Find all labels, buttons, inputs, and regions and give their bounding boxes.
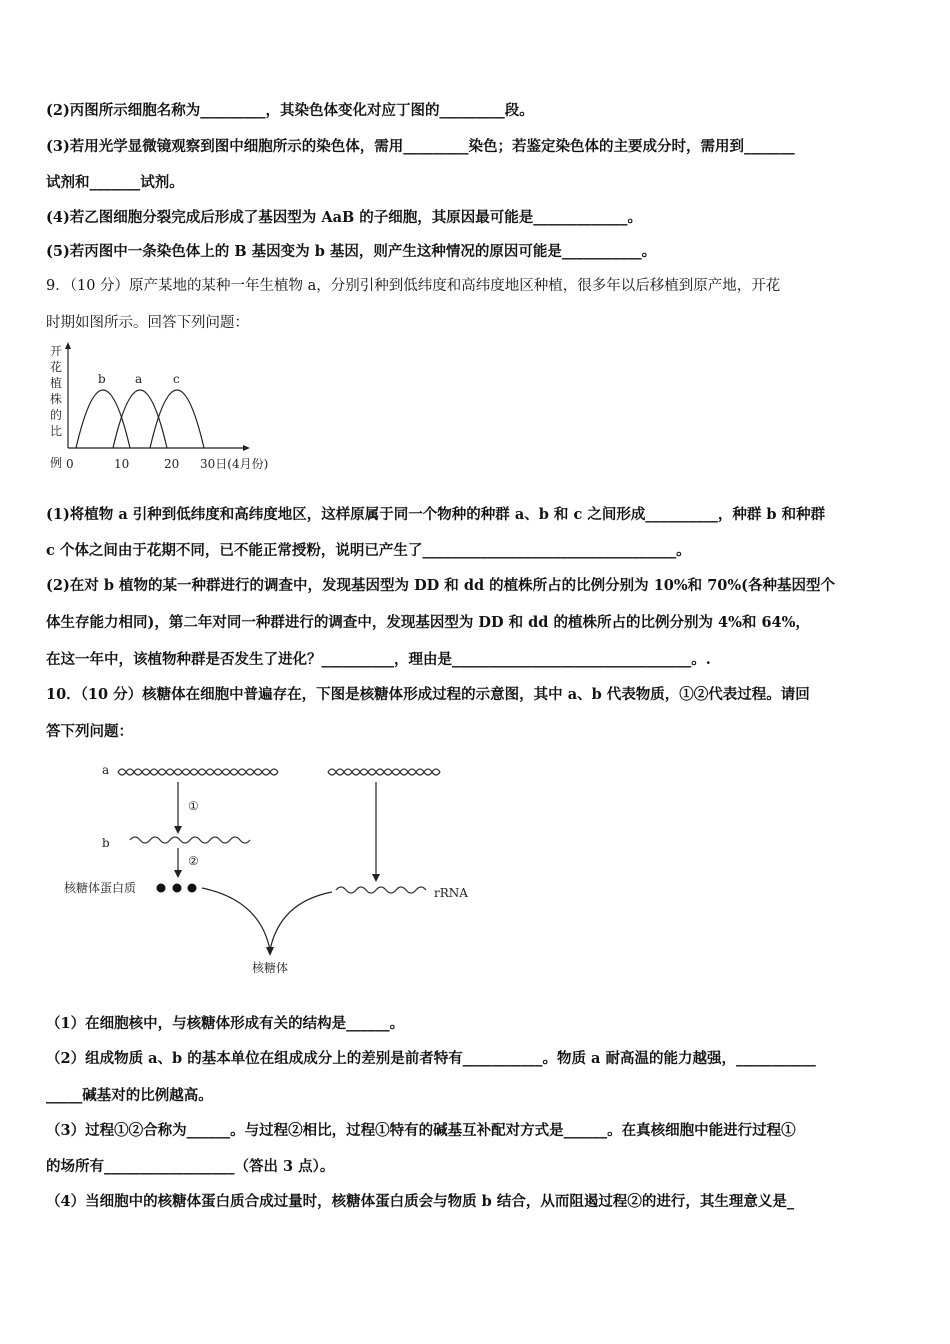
step1-label: ① <box>188 799 199 813</box>
question-10-part2-cont: _____碱基对的比例越高。 <box>46 1087 213 1104</box>
question-8-part5: (5)若丙图中一条染色体上的 B 基因变为 b 基因，则产生这种情况的原因可能是___________。 <box>46 243 657 260</box>
curve-b <box>76 390 130 448</box>
arrow-ribosome-head <box>266 947 274 956</box>
x-tick-0: 0 <box>66 457 74 471</box>
question-9-part2-cont: 体生存能力相同)，第二年对同一种群进行的调查中，发现基因型为 DD 和 dd 的植株所占的比例分别为 4%和 64%， <box>46 614 810 631</box>
step2-label: ② <box>188 854 199 868</box>
y-label-char: 例 <box>50 456 63 470</box>
question-10-part2: （2）组成物质 a、b 的基本单位在组成成分上的差别是前者特有___________。物质 a 耐高温的能力越强，___________ <box>46 1050 816 1067</box>
y-axis-arrow <box>65 342 71 349</box>
protein-dot <box>188 884 197 893</box>
label-a: a <box>102 763 110 777</box>
x-tick-10: 10 <box>114 457 130 471</box>
flowering-time-chart <box>46 340 286 480</box>
x-tick-20: 20 <box>164 457 180 471</box>
ribosomal-protein-label: 核糖体蛋白质 <box>64 881 137 895</box>
question-10-stem-cont: 答下列问题： <box>46 723 133 740</box>
y-axis-label <box>50 344 62 470</box>
question-9-part2-cont2: 在这一年中，该植物种群是否发生了进化？__________，理由是_________________________________。. <box>46 651 711 668</box>
arrow-rrna-to-ribosome <box>270 892 332 950</box>
question-8-part3-cont: 试剂和_______试剂。 <box>46 174 184 191</box>
curve-a <box>113 390 167 448</box>
question-10-part1: （1）在细胞核中，与核糖体形成有关的结构是______。 <box>46 1015 405 1032</box>
question-8-part4: (4)若乙图细胞分裂完成后形成了基因型为 AaB 的子细胞，其原因最可能是_____________。 <box>46 209 643 226</box>
question-10-part4: （4）当细胞中的核糖体蛋白质合成过量时，核糖体蛋白质会与物质 b 结合，从而阻遏过程②的进行，其生理意义是_ <box>46 1193 795 1210</box>
protein-dot <box>173 884 182 893</box>
arrow-step1-head <box>174 826 182 834</box>
question-9-part1: (1)将植物 a 引种到低纬度和高纬度地区，这样原属于同一个物种的种群 a、b 和 c 之间形成__________，种群 b 和种群 <box>46 506 826 523</box>
curve-label-c: c <box>173 372 180 386</box>
protein-dot <box>157 884 166 893</box>
question-10-part3-cont: 的场所有__________________（答出 3 点）。 <box>46 1158 335 1175</box>
question-9-part2: (2)在对 b 植物的某一种群进行的调查中，发现基因型为 DD 和 dd 的植株所占的比例分别为 10%和 70%(各种基因型个 <box>46 577 836 594</box>
question-10-stem: 10．（10 分）核糖体在细胞中普遍存在，下图是核糖体形成过程的示意图，其中 a、b 代表物质，①②代表过程。请回 <box>46 686 810 703</box>
x-tick-30: 30日(4月份) <box>200 457 269 471</box>
x-axis-arrow <box>243 445 250 451</box>
curve-label-a: a <box>135 372 143 386</box>
question-10-part3: （3）过程①②合称为______。与过程②相比，过程①特有的碱基互补配对方式是______。在真核细胞中能进行过程① <box>46 1122 796 1139</box>
curve-label-b: b <box>98 372 106 386</box>
y-label-char: 开 <box>50 344 63 358</box>
y-label-char: 株 <box>50 392 63 406</box>
y-label-char: 的 <box>50 408 63 422</box>
y-label-char: 花 <box>50 360 63 374</box>
rrna-strand <box>336 887 426 893</box>
y-label-char: 比 <box>50 424 63 438</box>
y-label-char: 植 <box>50 376 63 390</box>
question-8-part2: (2)丙图所示细胞名称为_________，其染色体变化对应丁图的_________段。 <box>46 102 534 119</box>
question-9-stem: 9．（10 分）原产某地的某种一年生植物 a，分别引种到低纬度和高纬度地区种植，很多年以后移植到原产地，开花 <box>46 278 781 294</box>
question-9-stem-cont: 时期如图所示。回答下列问题： <box>46 315 249 331</box>
ribosome-formation-diagram <box>60 760 480 980</box>
dna-a-strand2 <box>118 769 278 775</box>
arrow-protein-to-ribosome <box>202 888 270 950</box>
label-b: b <box>102 836 110 850</box>
arrow-step2-head <box>174 870 182 878</box>
ribosome-label: 核糖体 <box>252 961 289 975</box>
rrna-label: rRNA <box>434 886 468 900</box>
rna-b-strand <box>130 837 250 843</box>
question-9-part1-cont: c 个体之间由于花期不同，已不能正常授粉，说明已产生了___________________________________。 <box>46 542 691 559</box>
question-8-part3: (3)若用光学显微镜观察到图中细胞所示的染色体，需用_________染色；若鉴定染色体的主要成分时，需用到_______ <box>46 138 795 155</box>
arrow-rrna-head <box>372 874 380 882</box>
dna-right-strand2 <box>328 769 440 775</box>
curve-c <box>150 390 204 448</box>
